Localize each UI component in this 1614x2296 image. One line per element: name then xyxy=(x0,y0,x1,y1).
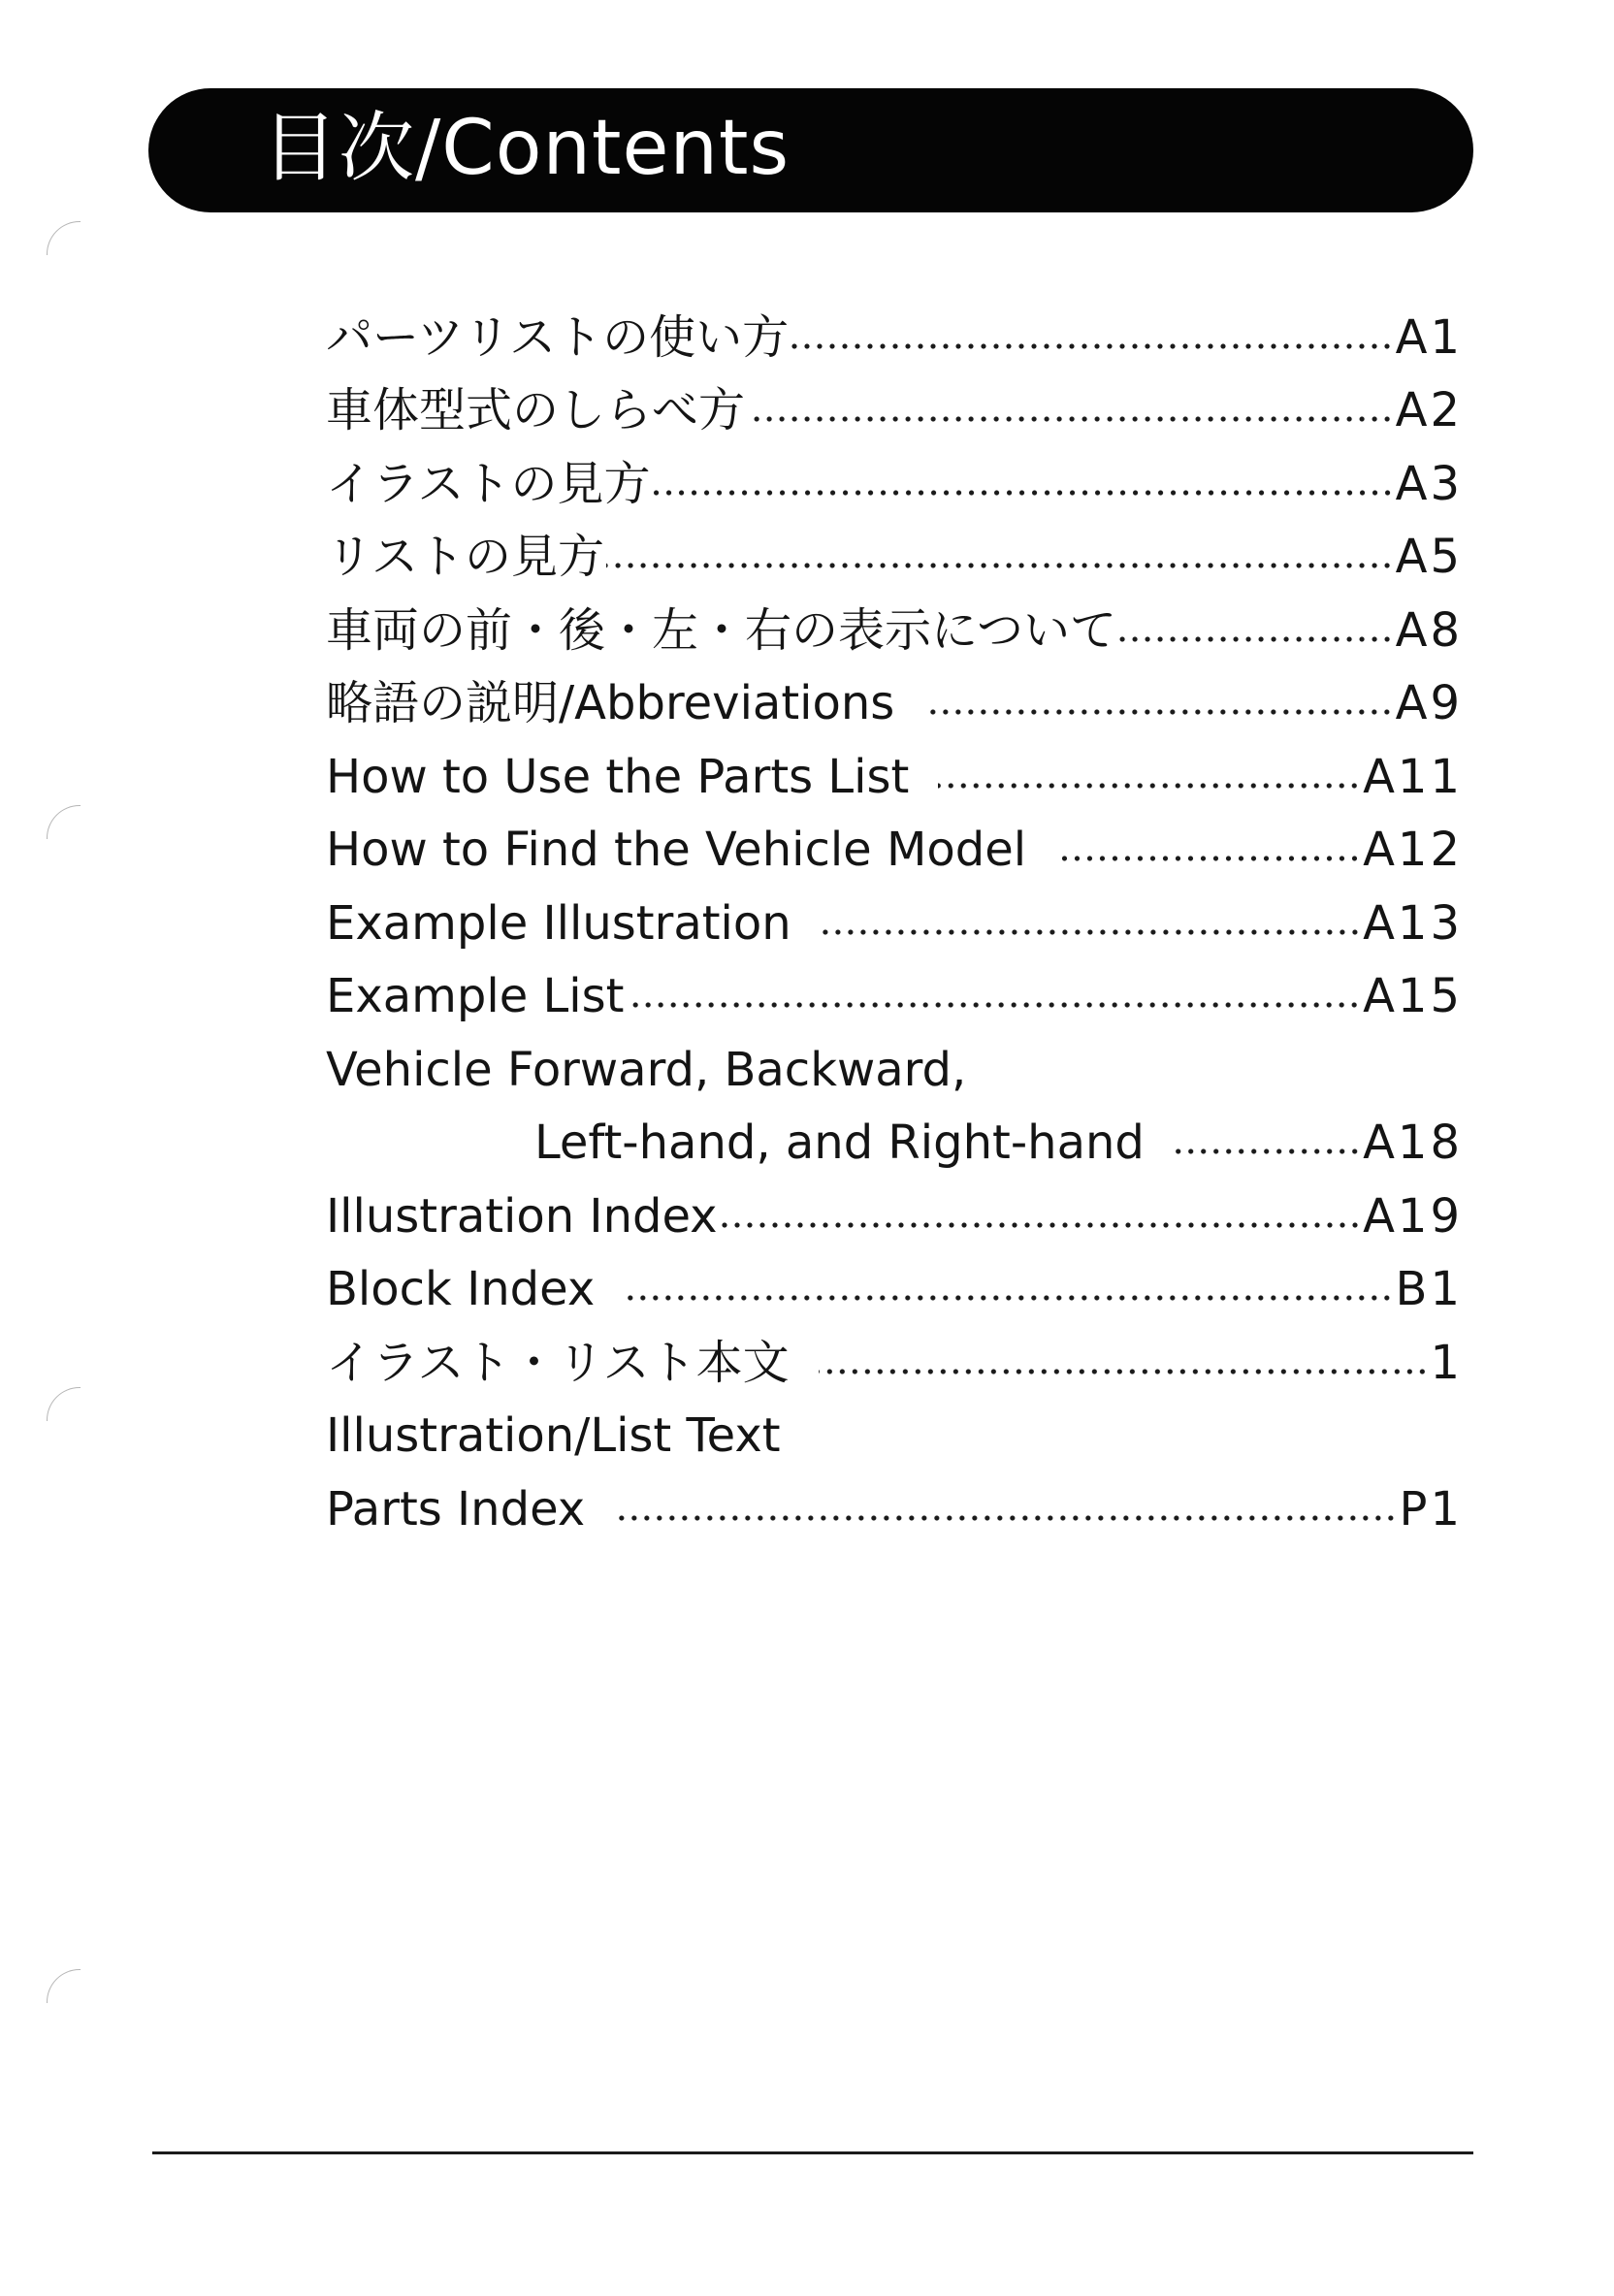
toc-entry-page: A19 xyxy=(1363,1188,1463,1244)
toc-dot-leader xyxy=(1174,1146,1361,1157)
toc-entry xyxy=(326,667,1463,741)
toc-dot-leader xyxy=(606,560,1394,571)
binder-hole-mark xyxy=(47,221,81,255)
toc-dot-leader xyxy=(938,780,1361,792)
toc-entry-label: How to Find the Vehicle Model xyxy=(326,823,1027,878)
toc-entry xyxy=(326,1472,1463,1546)
toc-entry-page: 1 xyxy=(1430,1335,1463,1390)
toc-entry-page: A11 xyxy=(1363,749,1463,804)
toc-entry-label: Illustration/List Text xyxy=(326,1408,781,1464)
binder-hole-mark xyxy=(47,805,81,839)
toc-entry-label: Illustration Index xyxy=(326,1188,718,1244)
title-bar xyxy=(148,88,1473,212)
toc-entry xyxy=(326,1253,1463,1327)
toc-entry-label: イラストの見方 xyxy=(326,456,651,511)
toc-entry-page: A5 xyxy=(1395,530,1463,585)
toc-entry-page: B1 xyxy=(1395,1262,1463,1317)
toc-entry-label: 略語の説明/Abbreviations xyxy=(326,676,895,731)
table-of-contents xyxy=(326,301,1463,1546)
toc-entry xyxy=(326,887,1463,960)
toc-dot-leader xyxy=(626,999,1361,1011)
toc-entry-page: A2 xyxy=(1395,383,1463,438)
toc-entry-page: A3 xyxy=(1395,456,1463,511)
toc-entry-label: Example Illustration xyxy=(326,895,791,951)
toc-entry-label: Block Index xyxy=(326,1262,596,1317)
toc-entry xyxy=(326,960,1463,1034)
toc-entry xyxy=(326,1180,1463,1253)
toc-entry-label: パーツリストの使い方 xyxy=(326,309,790,365)
toc-entry xyxy=(326,1107,1463,1180)
toc-dot-leader xyxy=(821,926,1361,938)
toc-entry-page: A18 xyxy=(1363,1116,1463,1171)
toc-entry-label: 車体型式のしらべ方 xyxy=(326,383,746,438)
toc-entry-label: How to Use the Parts List xyxy=(326,749,910,804)
toc-entry xyxy=(326,447,1463,521)
toc-dot-leader xyxy=(1055,853,1361,864)
toc-entry-label: イラスト・リスト本文 xyxy=(326,1335,790,1390)
toc-dot-leader xyxy=(819,1366,1429,1377)
toc-entry-label: Parts Index xyxy=(326,1481,586,1536)
toc-entry xyxy=(326,374,1463,448)
toc-entry-page: A8 xyxy=(1395,602,1463,658)
toc-entry xyxy=(326,594,1463,667)
toc-entry-page: P1 xyxy=(1399,1481,1463,1536)
toc-entry xyxy=(326,1326,1463,1400)
footer-rule xyxy=(152,2151,1473,2154)
toc-entry-label: 車両の前・後・左・右の表示について xyxy=(326,602,1117,658)
toc-entry-label: Left-hand, and Right-hand xyxy=(534,1116,1145,1171)
toc-entry-page: A1 xyxy=(1395,309,1463,365)
binder-hole-mark xyxy=(47,1969,81,2003)
toc-dot-leader xyxy=(614,1512,1397,1524)
toc-entry-page: A13 xyxy=(1363,895,1463,951)
toc-entry-page: A15 xyxy=(1363,969,1463,1024)
toc-entry xyxy=(326,521,1463,595)
toc-dot-leader xyxy=(791,340,1394,352)
toc-dot-leader xyxy=(747,413,1394,425)
toc-entry xyxy=(326,1400,1463,1473)
binder-hole-mark xyxy=(47,1387,81,1421)
toc-entry xyxy=(326,740,1463,814)
toc-entry-page: A9 xyxy=(1395,676,1463,731)
toc-entry-label: Example List xyxy=(326,969,625,1024)
toc-dot-leader xyxy=(624,1292,1393,1304)
toc-dot-leader xyxy=(720,1219,1362,1231)
page-title: 目次/Contents xyxy=(262,105,791,192)
toc-entry xyxy=(326,301,1463,374)
toc-dot-leader xyxy=(653,487,1394,499)
toc-entry xyxy=(326,814,1463,888)
toc-entry xyxy=(326,1033,1463,1107)
toc-entry-label: リストの見方 xyxy=(326,530,605,585)
toc-entry-page: A12 xyxy=(1363,823,1463,878)
toc-dot-leader xyxy=(923,706,1393,718)
toc-dot-leader xyxy=(1118,633,1394,645)
toc-entry-label: Vehicle Forward, Backward, xyxy=(326,1042,967,1097)
